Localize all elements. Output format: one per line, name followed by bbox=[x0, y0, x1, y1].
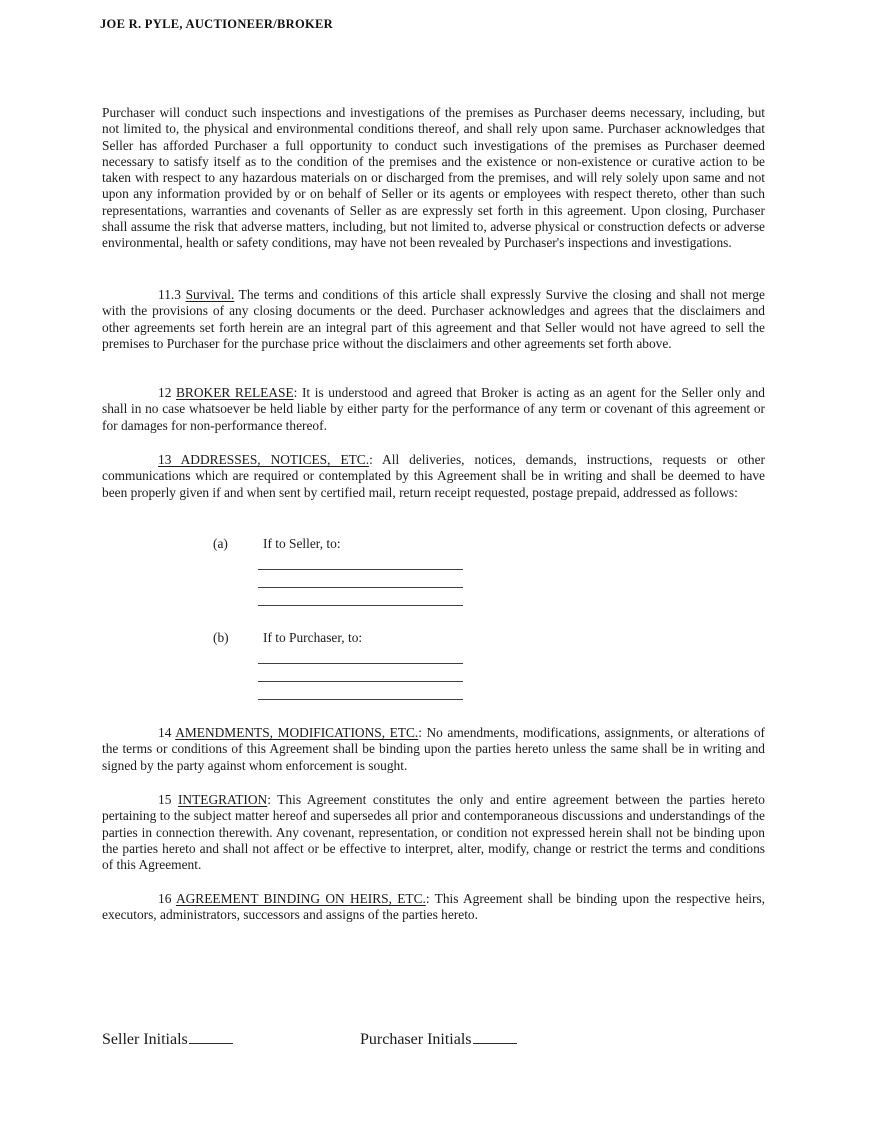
section-11-3-text: The terms and conditions of this article shall expressly Survive the closing and shall not merge with the provisions of any closing documents or the deed. Purchaser acknowledges and agrees that the disclaimers and other agreements set forth herein are an integral part of this agreement and that Seller would not have agreed to sell the premises to Purchaser for the purchase price without the disclaimers and other agreements set forth above. bbox=[102, 287, 765, 351]
address-block-seller-label: (a) bbox=[213, 536, 228, 551]
purchaser-address-blank-line-2 bbox=[258, 664, 463, 682]
section-14-text: : No amendments, modifications, assignments, or alterations of the terms or conditions of this Agreement shall be binding upon the parties hereto unless the same shall be in writing and signed by the party against whom enforcement is sought. bbox=[102, 725, 766, 773]
section-13-addresses-notices bbox=[102, 452, 765, 501]
section-12-number: 12 bbox=[158, 385, 176, 400]
address-block-purchaser-label: (b) bbox=[213, 630, 229, 645]
section-16-text: : This Agreement shall be binding upon the respective heirs, executors, administrators, successors and assigns of the parties hereto. bbox=[102, 891, 765, 923]
address-block-seller-head bbox=[102, 536, 765, 552]
seller-initials bbox=[102, 1029, 233, 1049]
section-12-broker-release bbox=[102, 385, 765, 434]
purchaser-initials-label: Purchaser Initials bbox=[360, 1031, 472, 1048]
section-16-binding-on-heirs bbox=[102, 891, 765, 924]
address-block-seller-lines bbox=[258, 552, 765, 606]
document-header-broker-name: JOE R. PYLE, AUCTIONEER/BROKER bbox=[100, 17, 333, 31]
address-block-purchaser-lines bbox=[258, 646, 765, 700]
section-13-heading: 13 ADDRESSES, NOTICES, ETC. bbox=[158, 452, 370, 467]
purchaser-address-blank-line-1 bbox=[258, 646, 463, 664]
footer-initials-row bbox=[102, 1029, 765, 1053]
seller-address-blank-line-3 bbox=[258, 588, 463, 606]
seller-address-blank-line-2 bbox=[258, 570, 463, 588]
section-14-number: 14 bbox=[158, 725, 176, 740]
section-16-number: 16 bbox=[158, 891, 176, 906]
section-14-heading: AMENDMENTS, MODIFICATIONS, ETC. bbox=[175, 725, 419, 740]
address-block-purchaser-title: If to Purchaser, to: bbox=[263, 630, 363, 645]
seller-address-blank-line-1 bbox=[258, 552, 463, 570]
purchaser-address-blank-line-3 bbox=[258, 682, 463, 700]
section-13-text: : All deliveries, notices, demands, instructions, requests or other communications which are required or contemplated by this Agreement shall be in writing and shall be deemed to have been properly given if and when sent by certified mail, return receipt requested, postage prepaid, addressed as follows: bbox=[102, 452, 765, 500]
section-15-integration bbox=[102, 792, 765, 873]
seller-initials-blank-line bbox=[189, 1029, 233, 1044]
section-14-amendments bbox=[102, 725, 765, 774]
seller-initials-label: Seller Initials bbox=[102, 1031, 188, 1048]
section-15-heading: INTEGRATION bbox=[177, 792, 268, 807]
section-11-3-heading: Survival. bbox=[185, 287, 235, 302]
section-15-number: 15 bbox=[158, 792, 178, 807]
address-block-purchaser-head bbox=[102, 630, 765, 646]
address-block-seller-title: If to Seller, to: bbox=[263, 536, 341, 551]
section-12-text: : It is understood and agreed that Broker is acting as an agent for the Seller only and shall in no case whatsoever be held liable by either party for the performance of any term or covenant of this agreement or for damages for non-performance thereof. bbox=[102, 385, 765, 433]
section-16-heading: AGREEMENT BINDING ON HEIRS, ETC. bbox=[175, 891, 426, 906]
address-block-purchaser bbox=[102, 630, 765, 700]
section-12-heading: BROKER RELEASE bbox=[175, 385, 294, 400]
section-15-text: : This Agreement constitutes the only and entire agreement between the parties hereto pertaining to the subject matter hereof and supersedes all prior and contemporaneous discussions and understandings of the parties in connection therewith. Any covenant, representation, or condition not expressed herein shall not be binding upon the parties hereto and shall not affect or be effective to interpret, alter, modify, change or restrict the terms and conditions of this Agreement. bbox=[102, 792, 765, 873]
purchaser-initials bbox=[360, 1029, 517, 1049]
purchaser-initials-blank-line bbox=[473, 1029, 517, 1044]
paragraph-inspections-text: Purchaser will conduct such inspections and investigations of the premises as Purchaser deems necessary, including, but not limited to, the physical and environmental conditions thereof, and shall rely upon same. Purchaser acknowledges that Seller has afforded Purchaser a full opportunity to conduct such investigations of the premises as Purchaser deemed necessary to satisfy itself as to the condition of the premises and the existence or non-existence or curative action to be taken with respect to any hazardous materials on or discharged from the premises, and will rely solely upon same and not upon any information provided by or on behalf of Seller or its agents or employees with respect thereto, other than such representations, warranties and covenants of Seller as are expressly set forth in this agreement. Upon closing, Purchaser shall assume the risk that adverse matters, including, but not limited to, adverse physical or construction defects or adverse environmental, health or safety conditions, may have not been revealed by Purchaser's inspections and investigations. bbox=[102, 105, 765, 251]
address-block-seller bbox=[102, 536, 765, 606]
section-11-3-survival bbox=[102, 287, 765, 352]
section-11-3-number: 11.3 bbox=[158, 287, 186, 302]
paragraph-inspections-continuation bbox=[102, 105, 765, 252]
